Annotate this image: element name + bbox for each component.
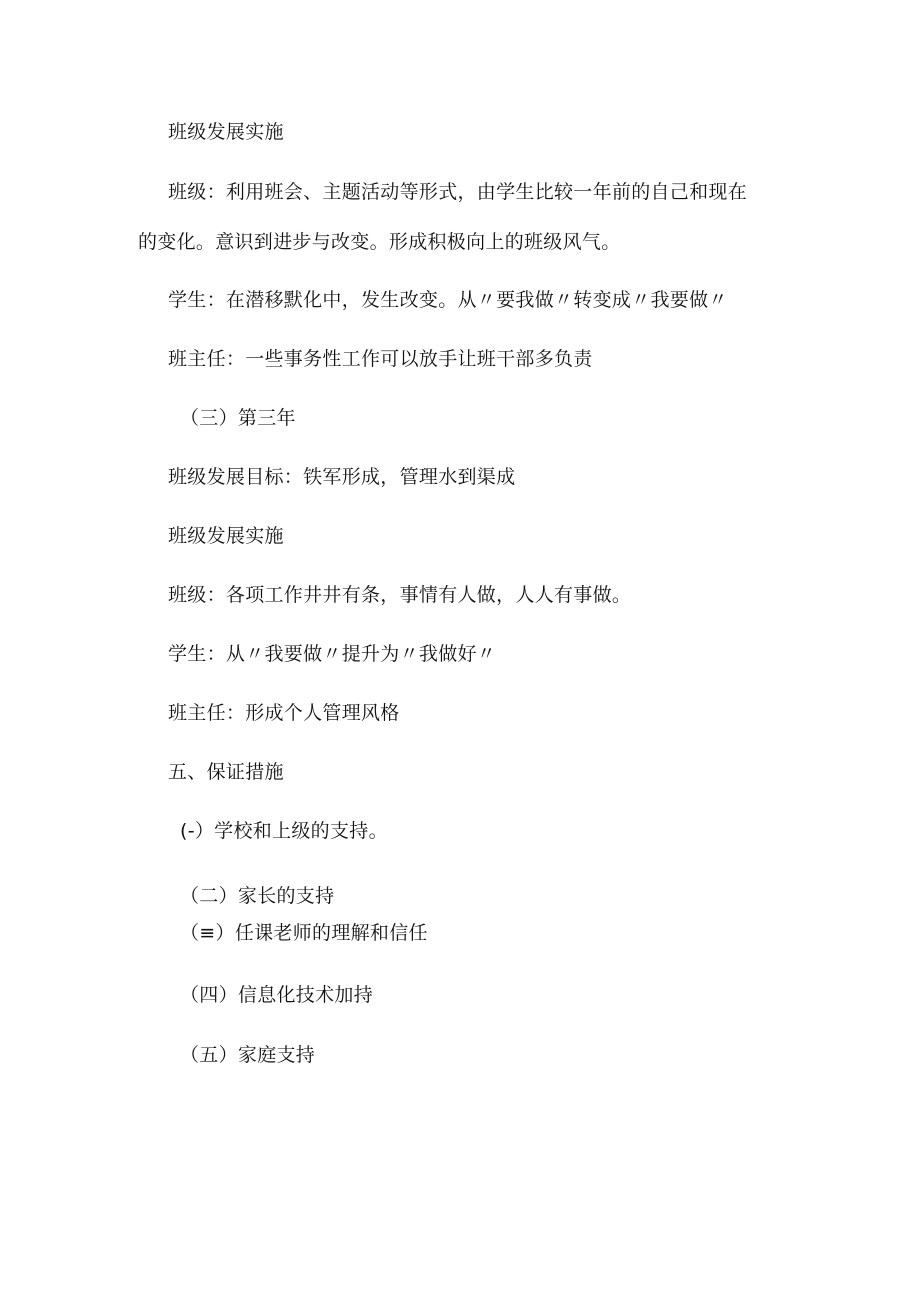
paragraph-head-teacher-2: 班主任：形成个人管理风格 — [168, 702, 400, 724]
list-item-family-support: （五）家庭支持 — [180, 1044, 316, 1066]
list-item-it-support: （四）信息化技术加持 — [180, 984, 374, 1006]
paragraph-student: 学生：在潜移默化中，发生改变。从〃要我做〃转变成〃我要做〃 — [168, 289, 728, 311]
heading-third-year: （三）第三年 — [180, 407, 296, 429]
list-item-parent-support: （二）家长的支持 — [180, 885, 335, 907]
paragraph-class-2: 班级：各项工作井井有条，事情有人做，人人有事做。 — [168, 584, 632, 606]
heading-class-development-implementation-2: 班级发展实施 — [168, 525, 284, 547]
list-item-school-support: (-）学校和上级的支持。 — [180, 820, 388, 842]
paragraph-head-teacher: 班主任：一些事务性工作可以放手让班干部多负责 — [168, 348, 593, 370]
heading-class-development-implementation: 班级发展实施 — [168, 121, 284, 143]
paragraph-development-goal: 班级发展目标：铁军形成，管理水到渠成 — [168, 466, 516, 488]
paragraph-class-line-2: 的变化。意识到进步与改变。形成积极向上的班级风气。 — [138, 231, 621, 253]
paragraph-class-line-1: 班级：利用班会、主题活动等形式，由学生比较一年前的自己和现在 — [168, 181, 748, 203]
list-item-teacher-trust: （≡）任课老师的理解和信任 — [180, 922, 428, 944]
heading-guarantee-measures: 五、保证措施 — [168, 761, 284, 783]
paragraph-student-2: 学生：从〃我要做〃提升为〃我做好〃 — [168, 643, 497, 665]
